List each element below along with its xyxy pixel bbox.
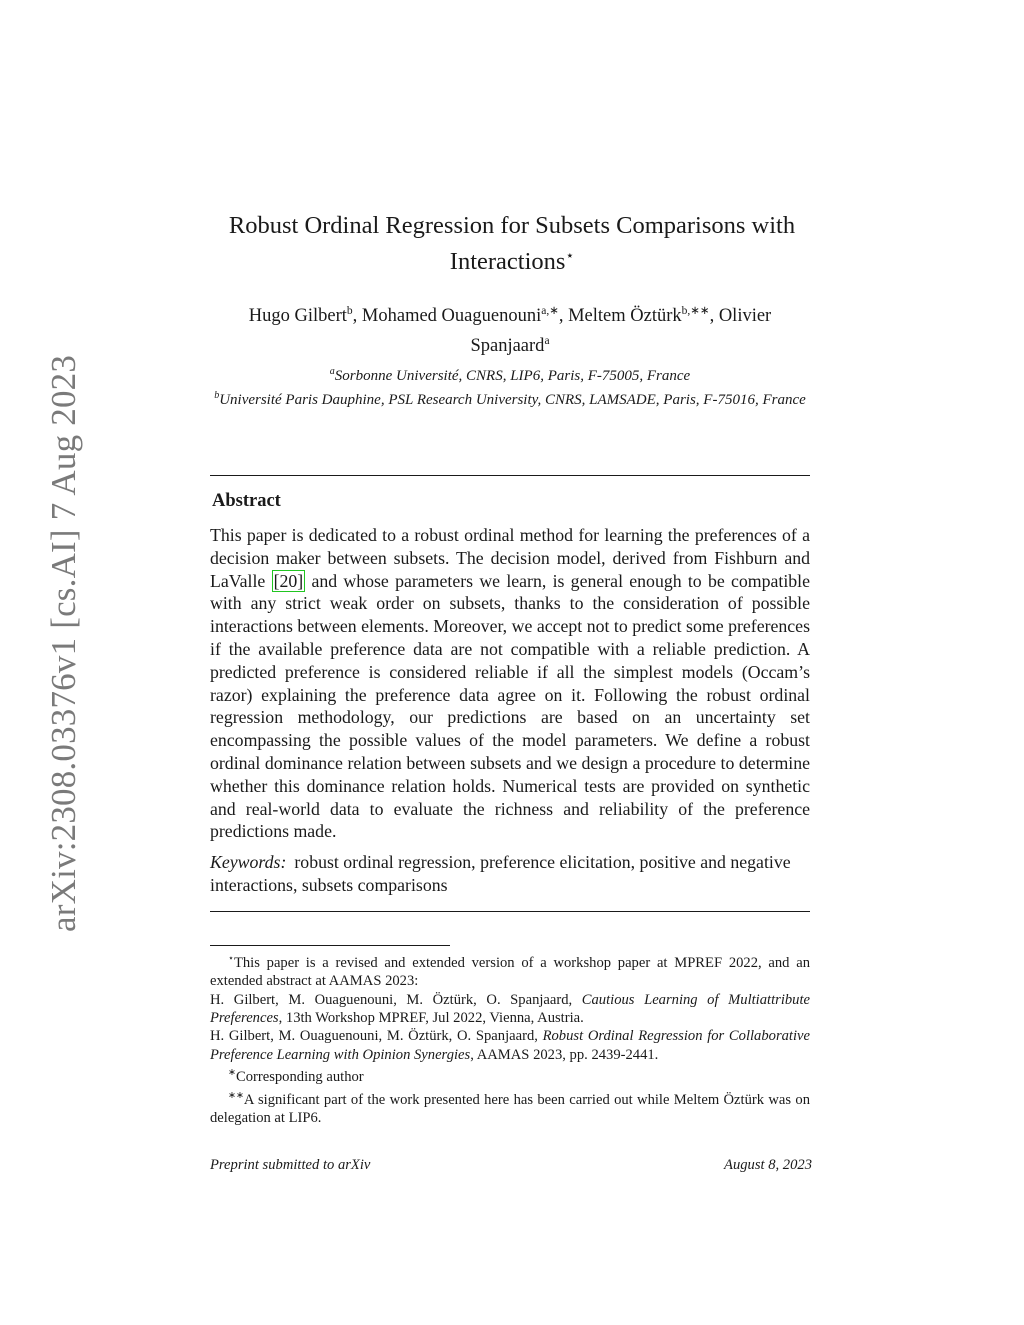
author-affil-mark: a [544,335,550,348]
keywords-text: robust ordinal regression, preference elicitation, positive and negative interactions, subsets comparisons [210,852,791,895]
abstract-bottom-rule [210,911,810,912]
footnote-3: ∗∗A significant part of the work presented here has been carried out while Meltem Öztürk was on delegation at LIP6. [210,1090,810,1126]
author-name: Meltem Öztürk [568,306,682,327]
keywords [210,851,810,897]
footer-date: August 8, 2023 [724,1157,812,1173]
author-name: Hugo Gilbert [248,306,347,327]
paper-title [190,210,834,277]
page-footer [210,1157,812,1174]
footnote-1: ⋆This paper is a revised and extended version of a workshop paper at MPREF 2022, and an extended abstract at AAMAS 2023: [210,954,810,990]
author-name: Olivier Spanjaard [470,306,772,357]
title-footnote-mark: ⋆ [565,249,575,264]
citation-link[interactable]: [20] [273,570,304,591]
footer-left: Preprint submitted to arXiv [210,1157,371,1173]
author-list: Hugo Gilbert$^b$, Mohamed Ouaguenouni$^{a,∗}$, Meltem Öztürk$^{b,∗∗}$, Olivier Spanjaard$^a$ [248,305,772,357]
keywords-label: Keywords: [210,852,287,872]
affiliations [210,362,810,410]
footnote-reference-1: H. Gilbert, M. Ouaguenouni, M. Öztürk, O. Spanjaard, Cautious Learning of Multiattribute Preferences, 13th Workshop MPREF, Jul 2022, Vienna, Austria. [210,991,811,1027]
title-line-2: Interactions [449,248,566,276]
author-affil-mark: b,∗∗ [681,305,710,317]
footnote-rule [210,945,450,946]
footnote-2: ∗Corresponding author [228,1068,364,1086]
footnote-reference-2: H. Gilbert, M. Ouaguenouni, M. Öztürk, O. Spanjaard, Robust Ordinal Regression for Collaborative Preference Learning with Opinion Synergies, AAMAS 2023, pp. 2439-2441. [210,1028,810,1063]
abstract-body: This paper is dedicated to a robust ordinal method for learning the preferences of a decision maker between subsets. The decision model, derived from Fishburn and LaValle [20] and whose parameters we learn, is general enough to be compatible with any strict weak order on subsets, thanks to the consideration of possible interactions between elements. Moreover, we accept not to predict some preferences if the available preference data are not compatible with a reliable prediction. A predicted preference is considered reliable if all the simplest models (Occam’s razor) explaining the preference data agree on it. Following the robust ordinal regression methodology, our predictions are based on an uncertainty set encompassing the possible values of the model parameters. We define a robust ordinal dominance relation between subsets and we design a procedure to determine whether this dominance relation holds. Numerical tests are provided on synthetic and real-world data to evaluate the richness and reliability of the preference predictions made. [210,525,811,842]
affiliation-b: $^b$Université Paris Dauphine, PSL Research University, CNRS, LAMSADE, Paris, F-75016, France [214,390,806,408]
author-affil-mark: b [346,305,353,317]
abstract-heading: Abstract [212,491,281,511]
arxiv-identifier: arXiv:2308.03376v1 [cs.AI] 7 Aug 2023 [44,354,83,932]
author-affil-mark: a,∗ [541,305,559,317]
title-line-1: Robust Ordinal Regression for Subsets Comparisons with [228,212,796,239]
author-name: Mohamed Ouaguenouni [361,306,542,327]
abstract-top-rule [210,475,810,476]
footnotes [210,950,810,1127]
affiliation-a: $^a$Sorbonne Université, CNRS, LIP6, Paris, F-75005, France [329,366,691,384]
